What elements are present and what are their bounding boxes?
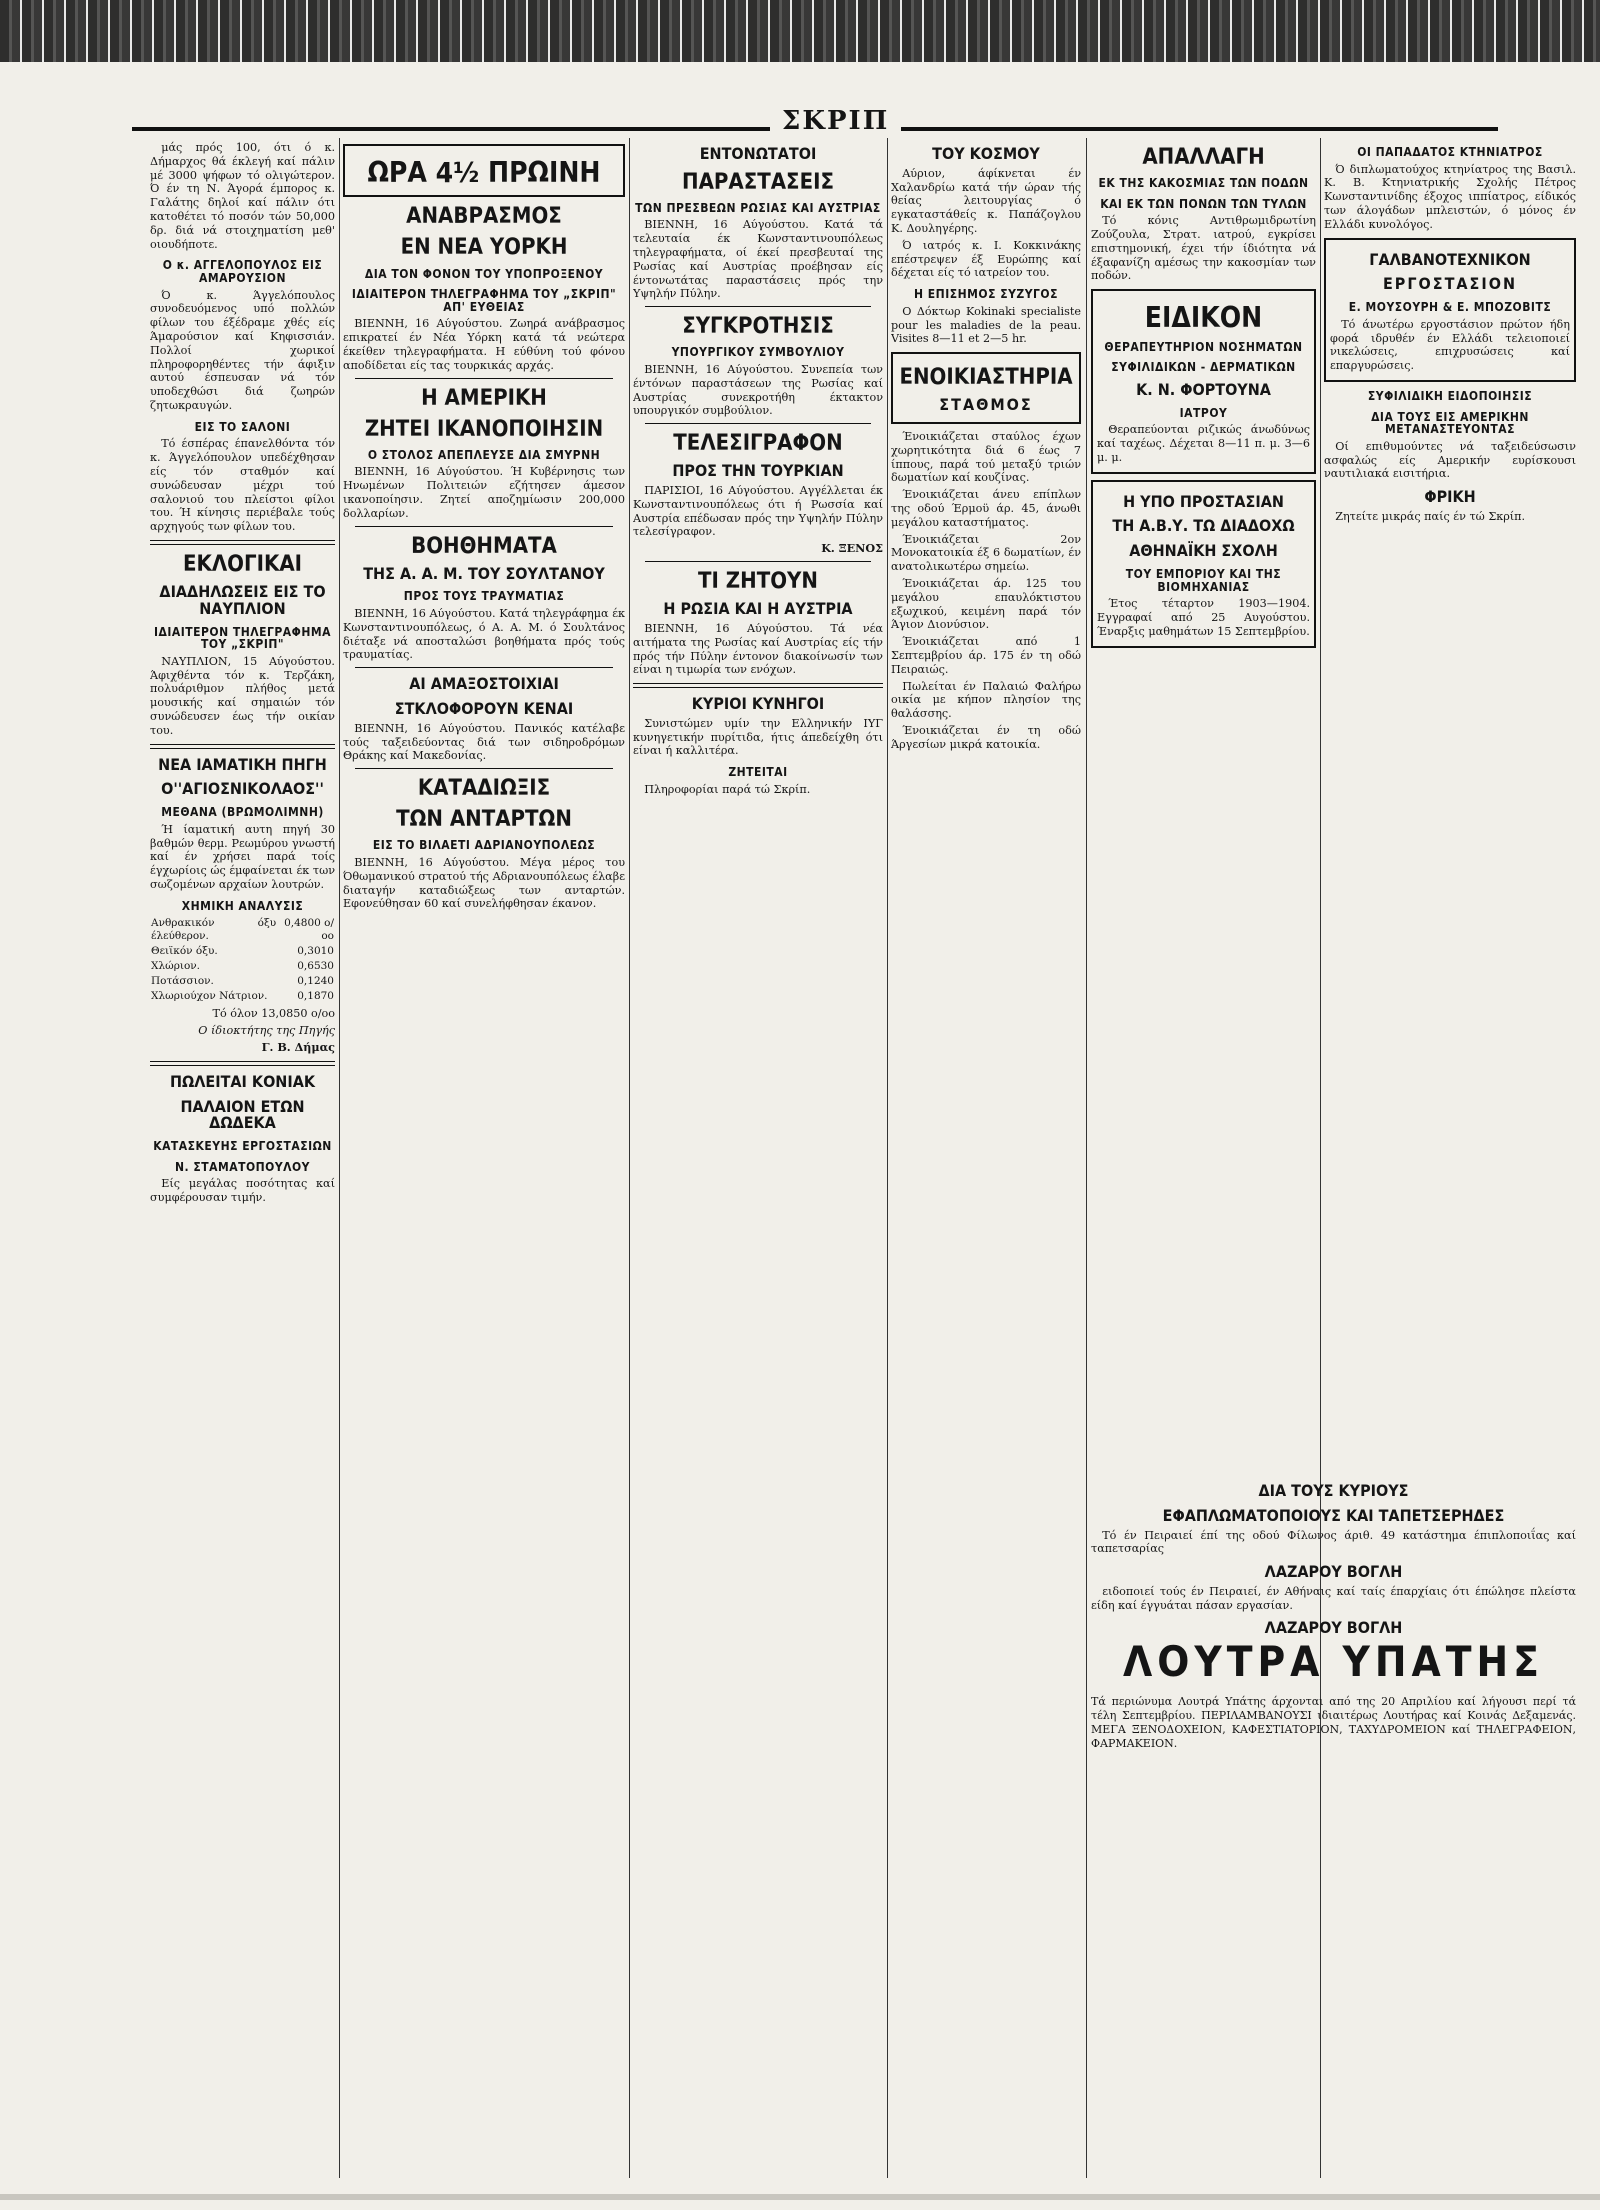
headline: ΣΥΦΙΛΙΔΙΚΗ ΕΙΔΟΠΟΙΗΣΙΣ [1367, 388, 1533, 403]
table-title: ΧΗΜΙΚΗ ΑΝΑΛΥΣΙΣ [181, 898, 304, 913]
signature-line: Ο ίδιοκτήτης της Πηγής [198, 1024, 335, 1038]
headline: ΤΗΣ Α. Α. Μ. ΤΟΥ ΣΟΥΛΤΑΝΟΥ [363, 563, 605, 583]
article-text: ΒΙΕΝΝΗ, 16 Αύγούστου. Πανικός κατέλαβε τούς ταξειδεύοντας διά των σιδηροδρόμων Θράκης καί Μακεδονίας. [343, 721, 625, 763]
article-text: ειδοποιεί τούς έν Πειραιεί, έν Αθήναις καί ταίς έπαρχίαις ότι έπώλησε πλείστα είδη καί έγγυάται πάσαν εργασίαν. [1091, 1584, 1576, 1612]
article-text: Ο Δόκτωρ Kokinaki specialiste pour les maladies de la peau. Visites 8—11 et 2—5 hr. [891, 304, 1081, 346]
article-text: Ό κ. Άγγελόπουλος συνοδευόμενος υπό πολλών φίλων του έξέδραμε χθές είς Άμαρούσιον καί Κηφισσιάν. Πολλοί χωρικοί πληροφορηθέντες τήν άφιξιν αυτού έσπευσαν νά τόν υποδεχθώσι διά ζωηρών ζητωκραυγών. [150, 288, 335, 412]
spa-ad-header [1091, 1620, 1576, 1686]
article-text: Οί επιθυμούντες νά ταξειδεύσωσιν ασφαλώς είς Αμερικήν ευρίσκουσι ναυτιλιακά εισιτήρια. [1324, 439, 1576, 481]
ad-box [1091, 289, 1316, 473]
headline: ΕΝΟΙΚΙΑΣΤΗΡΙΑ [899, 365, 1073, 391]
article-text: Είς μεγάλας ποσότητας καί συμφέρουσαν τιμήν. [150, 1177, 335, 1205]
headline: ΤΟΥ ΚΟΣΜΟΥ [932, 144, 1040, 163]
ad-box [1324, 238, 1576, 382]
ad-box [1091, 480, 1316, 648]
upholstery-ad [1091, 1475, 1576, 1625]
telegram-label: ΙΔΙΑΙΤΕΡΟΝ ΤΗΛΕΓΡΑΦΗΜΑ ΤΟΥ „ΣΚΡΙΠ" ΑΠ' ΕΥΘΕΙΑΣ [351, 287, 617, 314]
headline: ΑΠΑΛΛΑΓΗ [1142, 145, 1265, 170]
article-text: ΒΙΕΝΝΗ, 16 Αύγούστου. Ζωηρά ανάβρασμος επικρατεί έν Νέα Υόρκη κατά τά νεώτερα έκείθεν τηλεγραφήματα. Η εύθύνη τού φόνου αποδίδεται είς τας τουρκικάς αρχάς. [343, 317, 625, 372]
table-row [150, 959, 335, 974]
headline: Η ΡΩΣΙΑ ΚΑΙ Η ΑΥΣΤΡΙΑ [663, 599, 853, 619]
column-5 [1091, 138, 1316, 1468]
headline: ΒΟΗΘΗΜΑΤΑ [411, 533, 557, 559]
banner-box [343, 144, 625, 197]
masthead [0, 106, 1600, 134]
table-cell-value: 0,1240 [297, 975, 334, 988]
headline: Η ΕΠΙΣΗΜΟΣ ΣΥΖΥΓΟΣ [914, 287, 1058, 302]
table-row [150, 916, 335, 944]
advertiser-name: ΛΑΖΑΡΟΥ ΒΟΓΛΗ [1264, 1562, 1403, 1582]
subheadline: ΤΩΝ ΠΡΕΣΒΕΩΝ ΡΩΣΙΑΣ ΚΑΙ ΑΥΣΤΡΙΑΣ [635, 200, 881, 215]
column-rule [1086, 138, 1087, 2178]
article-text: ΒΙΕΝΝΗ, 16 Αύγούστου. Κατά τηλεγράφημα έκ Κωνσταντινουπόλεως, ό Α. Α. Μ. ό Σουλτάνος διέταξε νά αποσταλώσι βοηθήματα πρός τούς τραυματίας. [343, 607, 625, 662]
signature-name: Γ. Β. Δήμας [261, 1039, 335, 1054]
table-row [150, 944, 335, 959]
byline: Κ. ΞΕΝΟΣ [821, 541, 883, 556]
subheadline: ΠΡΟΣ ΤΟΥΣ ΤΡΑΥΜΑΤΙΑΣ [403, 589, 565, 604]
divider [150, 540, 335, 545]
table-cell-substance: Ανθρακικόν όξυ έλεύθερον. [151, 917, 277, 943]
divider [150, 1061, 335, 1066]
article-text: Τό έσπέρας έπανελθόντα τόν κ. Άγγελόπουλον υπεδέχθησαν είς τόν σταθμόν καί συνώδευσαν μέχρι τού σαλονιού του πλείστοι φίλοι του. Ή κίνησις περιέβαλε τούς αρχηγούς των φίλων του. [150, 437, 335, 534]
headline: ΣΤΚΛΟΦΟΡΟΥΝ ΚΕΝΑΙ [394, 698, 574, 718]
headline: ΖΗΤΕΙΤΑΙ [728, 765, 788, 780]
column-rule [339, 138, 340, 2178]
column-4 [891, 138, 1081, 755]
article-text: ΒΙΕΝΝΗ, 16 Αύγούστου. Μέγα μέρος του Όθωμανικού στρατού τής Αδριανουπόλεως έλαβε διαταγήν καταδιώξεως των ανταρτών. Εφονεύθησαν 60 καί συνελήφθησαν έκανον. [343, 855, 625, 911]
headline: ΤΟΥ ΕΜΠΟΡΙΟΥ ΚΑΙ ΤΗΣ ΒΙΟΜΗΧΑΝΙΑΣ [1125, 567, 1282, 594]
divider [355, 378, 613, 379]
divider [645, 306, 871, 307]
divider [645, 561, 871, 562]
classified-ad: Ένοικιάζεται 2ον Μονοκατοικία έξ 6 δωματίων, έν ανατολικωτέρω σημείω. [891, 532, 1081, 574]
headline: ΕΡΓΟΣΤΑΣΙΟΝ [1382, 274, 1518, 294]
headline: Η ΥΠΟ ΠΡΟΣΤΑΣΙΑΝ [1123, 491, 1284, 511]
headline: ΘΕΡΑΠΕΥΤΗΡΙΟΝ ΝΟΣΗΜΑΤΩΝ [1104, 339, 1303, 354]
headline: Ε. ΜΟΥΣΟΥΡΗ & Ε. ΜΠΟΖΟΒΙΤΣ [1348, 300, 1552, 315]
article-text: Έτος τέταρτον 1903—1904. Εγγραφαί από 25 Αυγούστου. Έναρξις μαθημάτων 15 Σεπτεμβρίου. [1097, 597, 1310, 638]
headline: ΚΑΤΑΣΚΕΥΗΣ ΕΡΓΟΣΤΑΣΙΩΝ [153, 1139, 332, 1154]
table-cell-value: 0,4800 ο/οο [284, 917, 334, 943]
column-1 [150, 138, 335, 1208]
divider [645, 423, 871, 424]
scan-edge-strip [0, 0, 1600, 62]
headline: ΠΩΛΕΙΤΑΙ ΚΟΝΙΑΚ [169, 1071, 315, 1091]
headline: ΕΝΤΟΝΩΤΑΤΟΙ [699, 144, 817, 163]
headline: ΦΡΙΚΗ [1424, 487, 1476, 507]
headline: ΣΥΦΙΛΙΔΙΚΩΝ - ΔΕΡΜΑΤΙΚΩΝ [1111, 360, 1296, 375]
classified-ad: Ένοικιάζεται σταύλος έχων χωρητικότητα διά 6 έως 7 ίππους, παρά τού μεταξύ τριών δωματίων καί κουζίνας. [891, 430, 1081, 485]
table-cell-value: 0,6530 [297, 960, 334, 973]
headline: ΑΘΗΝΑΪΚΗ ΣΧΟΛΗ [1129, 541, 1278, 561]
column-rule [629, 138, 630, 2178]
column-6 [1324, 138, 1576, 1468]
article-text: ΒΙΕΝΝΗ, 16 Αύγούστου. Συνεπεία των έντόνων παραστάσεων της Ρωσίας καί Αυστρίας συνεκροτήθη έκτακτον υπουργικόν συμβούλιον. [633, 362, 883, 418]
article-text: Θεραπεύονται ριζικώς άνωδύνως καί ταχέως. Δέχεται 8—11 π. μ. 3—6 μ. μ. [1097, 423, 1310, 464]
article-text: Ή ίαματική αυτη πηγή 30 βαθμών θερμ. Ρεωμύρου γνωστή καί έν χρήσει παρά τοίς έγχωρίοις ώς έμφαίνεται έκ των σωζομένων αρχαίων λουτρών. [150, 822, 335, 891]
column-rule [887, 138, 888, 2178]
table-total: Τό όλον 13,0850 ο/οο [212, 1007, 335, 1021]
article-text: Ό ιατρός κ. Ι. Κοκκινάκης επέστρεψεν έξ Ευρώπης καί δέχεται είς τό ιατρείον του. [891, 238, 1081, 280]
headline: ΠΑΛΑΙΟΝ ΕΤΩΝ ΔΩΔΕΚΑ [180, 1096, 305, 1133]
headline: ΕΚ ΤΗΣ ΚΑΚΟΣΜΙΑΣ ΤΩΝ ΠΟΔΩΝ [1098, 176, 1309, 191]
article-text: ΒΙΕΝΝΗ, 16 Αύγούστου. Ή Κυβέρνησις των Ηνωμένων Πολιτειών εζήτησεν άμεσον ικανοποίησιν. Ζητεί αποζημίωσιν 200,000 δολλαρίων. [343, 465, 625, 520]
divider [633, 683, 883, 688]
headline: ΚΑΙ ΕΚ ΤΩΝ ΠΟΝΩΝ ΤΩΝ ΤΥΛΩΝ [1100, 196, 1307, 211]
headline: Ν. ΣΤΑΜΑΤΟΠΟΥΛΟΥ [174, 1159, 310, 1174]
headline: Ο''ΑΓΙΟΣΝΙΚΟΛΑΟΣ'' [161, 779, 324, 799]
column-3 [633, 138, 883, 800]
article-text: ΒΙΕΝΝΗ, 16 Αύγούστου. Κατά τά τελευταία έκ Κωνσταντινουπόλεως τηλεγραφήματα, οί έκεί πρεσβευταί της Ρωσίας καί Αυστρίας προέβησαν είς έντονωτάτας παραστάσεις πρός την Υψηλήν Πύλην. [633, 218, 883, 301]
headline: ΚΥΡΙΟΙ ΚΥΝΗΓΟΙ [691, 694, 825, 714]
article-text: Τό κόνις Αντιθρωμιδρωτίνη Ζούζουλα, Στρατ. ιατρού, εγκρίσει επιστημονική, έχει τήν ίδιότητα νά έξαφανίζη αμέσως την κακοσμίαν των ποδών. [1091, 214, 1316, 283]
article-text: Ζητείτε μικράς παίς έν τώ Σκρίπ. [1335, 509, 1526, 523]
subheadline: ΔΙΑ ΤΟΝ ΦΟΝΟΝ ΤΟΥ ΥΠΟΠΡΟΞΕΝΟΥ [364, 266, 604, 281]
table-row [150, 989, 335, 1004]
banner-title: ΩΡΑ 4½ ΠΡΩΙΝΗ [367, 156, 601, 189]
headline: ΝΕΑ ΙΑΜΑΤΙΚΗ ΠΗΓΗ [158, 754, 327, 774]
headline: ΠΡΟΣ ΤΗΝ ΤΟΥΡΚΙΑΝ [672, 461, 844, 481]
headline: ΑΙ ΑΜΑΞΟΣΤΟΙΧΙΑΙ [409, 674, 559, 694]
headline: ΜΕΘΑΝΑ (ΒΡΩΜΟΛΙΜΝΗ) [161, 805, 324, 820]
headline: ΓΑΛΒΑΝΟΤΕΧΝΙΚΟΝ [1369, 249, 1531, 269]
headline: ΤΕΛΕΣΙΓΡΑΦΟΝ [673, 431, 843, 457]
table-cell-value: 0,1870 [297, 990, 334, 1003]
headline: Κ. Ν. ΦΟΡΤΟΥΝΑ [1136, 379, 1271, 399]
article-text: Ό διπλωματούχος κτηνίατρος της Βασιλ. Κ. Β. Κτηνιατρικής Σχολής Πέτρος Κωνσταντινίδης έξοχος ιππίατρος, είδικός των άλογάδων μπλειστών, ό μόνος έν Ελλάδι κυνολόγος. [1324, 162, 1576, 231]
table-cell-substance: Χλώριον. [151, 960, 201, 973]
headline: ΟΙ ΠΑΠΑΔΑΤΟΣ ΚΤΗΝΙΑΤΡΟΣ [1357, 145, 1543, 159]
classified-ad: Ένοικιάζεται έν τη οδώ Άργεσίων μικρά κατοικία. [891, 723, 1081, 751]
headline: Η ΑΜΕΡΙΚΗ [421, 385, 547, 411]
classifieds-box [891, 352, 1081, 424]
classified-ad: Πωλείται έν Παλαιώ Φαλήρω οικία με κήπον πλησίον της θαλάσσης. [891, 679, 1081, 721]
headline: ΠΑΡΑΣΤΑΣΕΙΣ [682, 169, 834, 195]
table-cell-substance: Ποτάσσιον. [151, 975, 214, 988]
spa-ad-text: Τά περιώνυμα Λουτρά Υπάτης άρχονται από της 20 Απριλίου καί λήγουσι περί τά τέλη Σεπτεμβρίου. ΠΕΡΙΛΑΜΒΑΝΟΥΣΙ ιδιαιτέρως Λουτήρας καί Κοινάς Δεξαμενάς. ΜΕΓΑ ΞΕΝΟΔΟΧΕΙΟΝ, ΚΑΦΕΣΤΙΑΤΟΡΙΟΝ, ΤΑΧΥΔΡΟΜΕΙΟΝ καί ΤΗΛΕΓΡΑΦΕΙΟΝ, ΦΑΡΜΑΚΕΙΟΝ. [1091, 1695, 1576, 1750]
article-text: ΝΑΥΠΛΙΟΝ, 15 Αύγούστου. Άφιχθέντα τόν κ. Τερζάκη, πολυάριθμον πλήθος μετά μουσικής καί σημαιών τόν συνώδευσεν έως τήν οικίαν του. [150, 654, 335, 737]
article-text: Τό έν Πειραιεί έπί της οδού Φίλωνος άριθ. 49 κατάστημα έπιπλοποιΐας καί ταπετσαρίας [1091, 1528, 1576, 1556]
article-text: μάς πρός 100, ότι ό κ. Δήμαρχος θά έκλεγή καί πάλιν μέ 3000 ψήφων τό ολιγώτερον. Ό έν τη Ν. Άγορά έμπορος κ. Γαλάτης δηλοί καί πάλιν ότι κατοθέτει τό ποσόν τών 50,000 δρ. διά νά στοιχηματίση μεθ' οιουδήποτε. [150, 141, 335, 251]
article-text: Τό άνωτέρω εργοστάσιον πρώτον ήδη φορά ιδρυθέν έν Ελλάδι τελειοποιεί νικελώσεις, επιχρυσώσεις καί επαργυρώσεις. [1330, 317, 1570, 373]
classified-ad: Ένοικιάζεται άρ. 125 του μεγάλου επαυλόκτιστου εξωχικού, κειμένη παρά τόν Άγιον Διονύσιον. [891, 577, 1081, 632]
headline: ΔΙΑΔΗΛΩΣΕΙΣ ΕΙΣ ΤΟ ΝΑΥΠΛΙΟΝ [159, 582, 326, 618]
article-text: ΒΙΕΝΝΗ, 16 Αύγούστου. Τά νέα αιτήματα της Ρωσίας καί Αυστρίας είς τήν πρός τήν Πύλην έντονον διακοίνωσίν των είναι η τιμωρία των ενόχων. [633, 621, 883, 677]
headline: ΤΙ ΖΗΤΟΥΝ [698, 569, 818, 595]
article-text: Πληροφορίαι παρά τώ Σκρίπ. [644, 782, 811, 796]
headline: ΕΝ ΝΕΑ ΥΟΡΚΗ [400, 235, 568, 261]
headline: ΕΙΣ ΤΟ ΣΑΛΟΝΙ [194, 419, 291, 434]
headline: ΤΩΝ ΑΝΤΑΡΤΩΝ [396, 807, 572, 833]
table-cell-substance: Θειϊκόν όξυ. [151, 945, 218, 958]
divider [150, 744, 335, 749]
headline: ΣΤΑΘΜΟΣ [939, 395, 1033, 415]
headline: ΙΑΤΡΟΥ [1179, 405, 1228, 420]
headline: Ο κ. ΑΓΓΕΛΟΠΟΥΛΟΣ ΕΙΣ ΑΜΑΡΟΥΣΙΟΝ [162, 258, 323, 285]
headline: ΕΦΑΠΛΩΜΑΤΟΠΟΙΟΥΣ ΚΑΙ ΤΑΠΕΤΣΕΡΗΔΕΣ [1162, 1505, 1505, 1525]
spa-ad-title: ΛΟΥΤΡΑ ΥΠΑΤΗΣ [1122, 1636, 1544, 1686]
headline: ΕΙΔΙΚΟΝ [1144, 301, 1263, 335]
table-row [150, 974, 335, 989]
headline: ΕΚΛΟΓΙΚΑΙ [183, 551, 302, 577]
headline: ΑΝΑΒΡΑΣΜΟΣ [406, 204, 562, 230]
article-text: ΠΑΡΙΣΙΟΙ, 16 Αύγούστου. Αγγέλλεται έκ Κωνσταντινουπόλεως ότι ή Ρωσσία καί Αυστρία επέδωσαν πρός την Υψηλήν Πύλην τελεσίγραφον. [633, 484, 883, 539]
headline: ΔΙΑ ΤΟΥΣ ΕΙΣ ΑΜΕΡΙΚΗΝ ΜΕΤΑΝΑΣΤΕΥΟΝΤΑΣ [1371, 409, 1529, 437]
subheadline: ΙΔΙΑΙΤΕΡΟΝ ΤΗΛΕΓΡΑΦΗΜΑ ΤΟΥ „ΣΚΡΙΠ" [154, 624, 331, 652]
classified-ad: Ένοικιάζεται από 1 Σεπτεμβρίου άρ. 175 έν τη οδώ Πειραιώς. [891, 635, 1081, 676]
divider [355, 526, 613, 527]
page-edge [0, 2194, 1600, 2200]
subheadline: Ο ΣΤΟΛΟΣ ΑΠΕΠΛΕΥΣΕ ΔΙΑ ΣΜΥΡΝΗ [367, 447, 601, 462]
headline: ΖΗΤΕΙ ΙΚΑΝΟΠΟΙΗΣΙΝ [364, 416, 604, 442]
divider [355, 768, 613, 769]
advertiser-name: ΛΑΖΑΡΟΥ ΒΟΓΛΗ [1264, 1618, 1403, 1637]
column-2 [343, 138, 625, 914]
headline: ΣΥΓΚΡΟΤΗΣΙΣ [682, 314, 834, 340]
headline: ΔΙΑ ΤΟΥΣ ΚΥΡΙΟΥΣ [1258, 1481, 1409, 1500]
subheadline: ΥΠΟΥΡΓΙΚΟΥ ΣΥΜΒΟΥΛΙΟΥ [671, 345, 845, 360]
table-cell-value: 0,3010 [297, 945, 334, 958]
column-rule [1320, 138, 1321, 2178]
classified-ad: Ένοικιάζεται άνευ επίπλων της οδού Έρμοϋ άρ. 45, άνωθι μεγάλου καταστήματος. [891, 488, 1081, 529]
chemical-analysis-table [150, 916, 335, 1004]
headline: ΚΑΤΑΔΙΩΞΙΣ [417, 776, 551, 802]
divider [355, 667, 613, 668]
headline: ΤΗ Α.Β.Υ. ΤΩ ΔΙΑΔΟΧΩ [1112, 516, 1295, 536]
subheadline: ΕΙΣ ΤΟ ΒΙΛΑΕΤΙ ΑΔΡΙΑΝΟΥΠΟΛΕΩΣ [372, 838, 596, 853]
table-cell-substance: Χλωριούχον Νάτριον. [151, 990, 268, 1003]
article-text: Συνιστώμεν υμίν την Ελληνικήν ΙΥΓ κυνηγετικήν πυρίτιδα, ήτις άπεδείχθη ότι είναι ή καλλιτέρα. [633, 716, 883, 758]
article-text: Αύριον, άφίκνεται έν Χαλανδρίω κατά τήν ώραν τής θείας λειτουργίας ό εγκαταστάθείς κ. Παπάζογλου Κ. Δουληγέρης. [891, 166, 1081, 235]
masthead-title: ΣΚΡΙΠ [770, 106, 901, 136]
